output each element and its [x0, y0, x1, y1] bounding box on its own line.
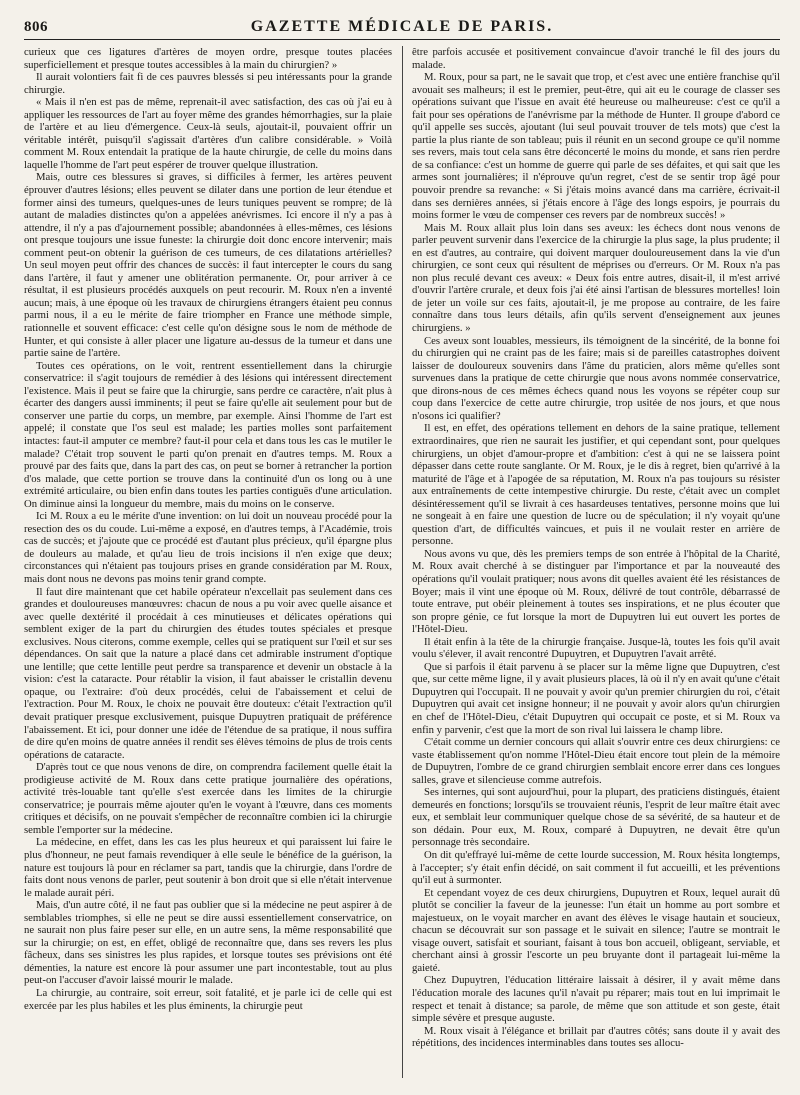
right-column	[412, 46, 780, 1082]
journal-title: GAZETTE MÉDICALE DE PARIS.	[250, 18, 554, 35]
paragraph: M. Roux, pour sa part, ne le savait que trop, et c'est avec une entière franchise qu'il avouait ses malheurs; il est le premier, peut-être, qui ait eu le courage de classer ses opérations suivant que l'issue en avait été heureuse ou malheureuse: c'est ce qu'il a fait pour ses opérations de l'anévrisme par la méthode de Hunter. Il groupe d'abord ce qu'il appelle ses succès, ajoutant (lui seul pouvait trouver de tels mots) que c'est la partie la plus riante de son tableau; puis il réunit en un second groupe ce qu'il nomme ses revers, mais tout cela sans être déconcerté le moins du monde, et sans rien perdre de sa confiance: c'est un homme de guerre qui parle de ses défaites, et qui sait que les armes sont journalières; il n'éprouve qu'un regret, c'est de se sentir trop âgé pour pouvoir prendre sa revanche: « Si j'étais moins avancé dans ma carrière, écrivait-il dans ses dernières années, si j'étais encore à l'âge des longs espoirs, je pourrais du moins former le vœu de compenser ces revers par de nombreux succès! »	[412, 71, 780, 222]
paragraph: M. Roux visait à l'élégance et brillait par d'autres côtés; sans doute il y avait des répétitions, des incidences interminables dans toutes ses allocu-	[412, 1024, 780, 1050]
paragraph: Mais, d'un autre côté, il ne faut pas oublier que si la médecine ne peut aspirer à de semblables triomphes, si elle ne peut se dire aussi essentiellement conservatrice, on ne saurait non plus faire peser sur elle, en un autre sens, la même responsabilité que sur la chirurgie; on est, en effet, obligé de reconnaître que, dans ses revers les plus fâcheux, dans ses sinistres les plus rapides, et lorsque toutes ses prévisions ont été démenties, la nature est encore là pour assumer une part incontestable, tout au plus peut-on l'accuser d'avoir laissé mourir le malade.	[24, 899, 392, 987]
paragraph: La chirurgie, au contraire, soit erreur, soit fatalité, et je parle ici de celle qui est exercée par les plus habiles et les plus éminents, la chirurgie peut	[24, 987, 392, 1012]
paragraph: Il faut dire maintenant que cet habile opérateur n'excellait pas seulement dans ces grandes et douloureuses manœuvres: chacun de nous a pu voir avec quelle aisance et avec quelle dextérité il procédait à ces minutieuses et délicates opérations qui semblent exiger de la part du chirurgien des études toutes spéciales et presque exclusives. Nous citerons, comme exemple, celles qui se pratiquent sur l'œil et sur ses dépendances. On sait que la nature a placé dans cet admirable instrument d'optique une lentille; que cette lentille peut perdre sa transparence et devenir un obstacle à la vision: c'est la cataracte. Pour rétablir la vision, il faut abaisser le cristallin devenu opaque, ou l'extraire: d'où deux procédés, celui de l'abaissement et celui de l'extraction. Pour M. Roux, le choix ne pouvait être douteux: c'était l'extraction qu'il devait pratiquer presque exclusivement, puisque Dupuytren pratiquait de préférence l'abaissement. Et ici, pour donner une idée de l'étendue de sa pratique, il nous suffira de dire qu'en moins de quatre années il rendit ses élèves témoins de plus de trois cents opérations de cataracte.	[24, 585, 392, 761]
paragraph: Il aurait volontiers fait fi de ces pauvres blessés si peu intéressants pour la grande chirurgie.	[24, 71, 392, 96]
paragraph: Toutes ces opérations, on le voit, rentrent essentiellement dans la chirurgie conservatrice: il s'agit toujours de remédier à des lésions qui intéressent directement l'existence. Mais il peut se faire que la chirurgie, sans perdre ce caractère, n'ait plus à écarter des dangers aussi imminents; il peut se faire qu'elle ait seulement pour but de conserver une partie du corps, un membre, par exemple. Ainsi l'homme de l'art est appelé; il constate que l'os seul est malade; les parties molles sont parfaitement intactes: faut-il amputer ce membre? faut-il pour cela et dans tous les cas le mutiler le malade? C'était trop souvent le parti qu'on prenait en d'autres temps. M. Roux a prouvé par des faits que, dans la part des cas, on peut se borner à retrancher la portion d'os malade, que cette portion se trouve dans la continuité d'un os long ou à une extrémité articulaire, ou bien enfin dans toutes les parties contiguës d'une articulation. On diminue ainsi la longueur du membre, mais du moins on le conserve.	[24, 359, 392, 510]
text-columns	[24, 40, 780, 1084]
column-divider	[402, 46, 403, 1078]
paragraph: Il était enfin à la tête de la chirurgie française. Jusque-là, toutes les fois qu'il avait voulu s'élever, il avait rencontré Dupuytren, et Dupuytren l'avait arrêté.	[412, 635, 780, 661]
paragraph: curieux que ces ligatures d'artères de moyen ordre, presque toutes placées superficiellement et presque toutes accessibles à la main du chirurgien? »	[24, 46, 392, 71]
page-number: 806	[24, 19, 48, 35]
paragraph: Ces aveux sont louables, messieurs, ils témoignent de la sincérité, de la bonne foi du chirurgien qui ne craint pas de les faire; mais si de pareilles catastrophes doivent laisser de douloureux souvenirs dans l'âme du praticien, alors même qu'elles sont survenues dans la pratique de cette chirurgie que nous avons nommée conservatrice, que dirons-nous de ces mêmes échecs quand nous les voyons se répéter coup sur coup dans l'exercice de cette autre chirurgie, trop usitée de nos jours, et que nous n'osons ici qualifier?	[412, 334, 780, 422]
paragraph: Ici M. Roux a eu le mérite d'une invention: on lui doit un nouveau procédé pour la resection des os du coude. Lui-même a exposé, en d'autres temps, à l'Académie, trois cas de succès; et j'ajoute que ce procédé est d'autant plus précieux, qu'il épargne plus de douleurs au malade, et qu'au lieu de trois incisions il n'en exige que deux; circonstances qui n'étaient pas toujours prises en grande considération par M. Roux, mais dont nous ne devons pas moins tenir grand compte.	[24, 510, 392, 585]
paragraph: « Mais il n'en est pas de même, reprenait-il avec satisfaction, des cas où j'ai eu à appliquer les ressources de l'art au foyer même des grandes hémorrhagies, sur la plaie de l'artère et au lieu d'émergence. Ceux-là seuls, ajoutait-il, pouvaient offrir un véritable intérêt, puisqu'il s'agissait d'artères d'un calibre considérable. » Voilà comment M. Roux entendait la pratique de la haute chirurgie, de celle du moins dans laquelle l'homme de l'art peut espérer de trouver quelque illustration.	[24, 96, 392, 171]
paragraph: Mais M. Roux allait plus loin dans ses aveux: les échecs dont nous venons de parler peuvent survenir dans l'exercice de la chirurgie la plus sage, la plus prudente; il en est d'autres, au contraire, qui doivent marquer douloureusement dans la vie d'un chirurgien, ce sont ceux qui résultent de méprises ou d'erreurs. Or M. Roux n'a pas non plus reculé devant ces aveux: « Deux fois entre autres, disait-il, il m'est arrivé d'ouvrir l'artère crurale, et deux fois j'ai été ainsi l'artisan de blessures mortelles! loin de jeter un voile sur ces faits, ajoutait-il, je me propose au contraire, de les faire connaître dans tous leurs détails, afin qu'ils servent d'enseignement aux jeunes chirurgiens. »	[412, 221, 780, 335]
paragraph: Ses internes, qui sont aujourd'hui, pour la plupart, des praticiens distingués, étaient demeurés en fonctions; lorsqu'ils se trouvaient réunis, l'esprit de leur maître était avec eux, et semblait leur communiquer quelque chose de sa sévérité, de sa hauteur et de son dédain. Pour eux, M. Roux, comparé à Dupuytren, ne devait être qu'un personnage très secondaire.	[412, 786, 780, 849]
paragraph: D'après tout ce que nous venons de dire, on comprendra facilement quelle était la prodigieuse activité de M. Roux dans cette pratique journalière des opérations, activité très-louable tant qu'elle s'est exercée dans les limites de la chirurgie conservatrice; je pourrais même ajouter qu'en le voyant à l'œuvre, dans ces moments critiques et décisifs, on ne pouvait s'empêcher de reconnaître combien ici la chirurgie semble l'emporter sur la médecine.	[24, 761, 392, 836]
page-header	[24, 0, 780, 40]
paragraph: Nous avons vu que, dès les premiers temps de son entrée à l'hôpital de la Charité, M. Roux avait cherché à se distinguer par l'importance et par la nouveauté des opérations qu'il voulait pratiquer; nous avons dit quelles avaient été les résistances de Boyer; mais il vint une époque où M. Roux, délivré de tout contrôle, débarrassé de toute entrave, put obéir pleinement à toutes ses inspirations, et ne plus écouter que son propre génie, ce fut lorsque la mort de Dupuytren lui eut ouvert les portes de l'Hôtel-Dieu.	[412, 547, 780, 636]
paragraph: Il est, en effet, des opérations tellement en dehors de la saine pratique, tellement extraordinaires, que rien ne saurait les justifier, et qui cependant sont, pour quelques chirurgiens, un objet d'amour-propre et d'ambition: c'est à qui ne se laissera point dépasser dans cette route sanglante. Or M. Roux, je le dis à regret, bien qu'arrivé à la maturité de l'âge et à l'apogée de sa réputation, M. Roux n'a pas toujours su résister aux entraînements de cette intempestive chirurgie. Du reste, c'était avec un complet désintéressement qu'il se livrait à ces hasardeuses tentatives, personne moins que lui ne songeait à en faire une question de lucre ou de spéculation; il n'y voyait qu'une question d'art, de difficultés vaincues, et puis il ne voulait rester en arrière de personne.	[412, 422, 780, 548]
paragraph: C'était comme un dernier concours qui allait s'ouvrir entre ces deux chirurgiens: ce vaste établissement qu'on nomme l'Hôtel-Dieu était encore tout plein de la mémoire de Dupuytren, l'ombre de ce grand chirurgien semblait encore errer dans ces longues salles, grave et silencieuse comme autrefois.	[412, 736, 780, 786]
paragraph: Mais, outre ces blessures si graves, si difficiles à fermer, les artères peuvent éprouver d'autres lésions; elles peuvent se dilater dans une portion de leur étendue et former ainsi des tumeurs, quelques-unes de leurs tuniques peuvent se rompre; de là autant de maladies distinctes qu'on a appelées anévrismes. Ici encore il n'y a pas à attendre, il n'y a pas d'ajournement possible; abandonnées à elles-mêmes, ces lésions ont presque toujours une issue funeste: la chirurgie doit donc encore intervenir; mais comment peut-on obtenir la guérison de ces tumeurs, de ces dilatations artérielles? Un seul moyen peut offrir des chances de succès: il faut intercepter le cours du sang dans l'artère, il faut y amener une oblitération permanente. Or, pour arriver à ce résultat, il est plusieurs procédés auxquels on peut recourir. M. Roux n'en a inventé aucun; mais, à une époque où les travaux de chirurgiens étrangers étaient peu connus parmi nous, il a eu le mérite de faire triompher en France une méthode simple, rationnelle et souvent efficace: c'est celle qu'on désigne sous le nom de méthode de Hunter, et qui consiste à aller placer une ligature au-dessus de la tumeur et dans une partie saine de l'artère.	[24, 171, 392, 360]
paragraph: Chez Dupuytren, l'éducation littéraire laissait à désirer, il y avait même dans l'éducation morale des lacunes qu'il n'avait pu réparer; mais tout en lui imprimait le respect et tenait à distance; sa parole, de même que son attitude et son geste, était simple sévère et presque auguste.	[412, 974, 780, 1025]
paragraph: Et cependant voyez de ces deux chirurgiens, Dupuytren et Roux, lequel aurait dû plutôt se concilier la faveur de la jeunesse: l'un était un homme au port sombre et majestueux, on le voyait marcher en avant des élèves le visage hautain et soucieux, chacun se découvrait sur son passage et le suivait en silence; l'autre se montrait le visage ouvert, satisfait et souriant, faisant à tous bon accueil, obligeant, serviable, et cherchant ainsi à grossir l'escorte un peu bruyante dont il partageait lui-même la gaieté.	[412, 886, 780, 974]
paragraph: On dit qu'effrayé lui-même de cette lourde succession, M. Roux hésita longtemps, à l'accepter; s'y était enfin décidé, on sait comment il fut accueilli, et les préventions qu'il eut à surmonter.	[412, 849, 780, 887]
paragraph: La médecine, en effet, dans les cas les plus heureux et qui paraissent lui faire le plus d'honneur, ne peut famais revendiquer à elle seule le bénéfice de la guérison, la nature est toujours là pour en réclamer sa part, tandis que la chirurgie, dans l'ordre de faits dont nous venons de parler, peut soutenir à bon droit que si elle n'était intervenue le malade aurait péri.	[24, 836, 392, 899]
paragraph: Que si parfois il était parvenu à se placer sur la même ligne que Dupuytren, c'est que, sur cette même ligne, il y avait plusieurs places, là où il n'y en avait qu'une c'était Dupuytren qui l'occupait. Il ne pouvait y avoir qu'un premier chirurgien du roi, c'était Dupuytren qui avait cet insigne honneur; il ne pouvait y avoir alors qu'un chirurgien en chef de l'Hôtel-Dieu, c'était Dupuytren qui occupait ce poste, et si M. Roux va enfin y parvenir, c'est que la mort de son rival lui laissera le champ libre.	[412, 660, 780, 736]
paragraph: être parfois accusée et positivement convaincue d'avoir tranché le fil des jours du malade.	[412, 46, 780, 71]
left-column	[24, 46, 392, 1082]
